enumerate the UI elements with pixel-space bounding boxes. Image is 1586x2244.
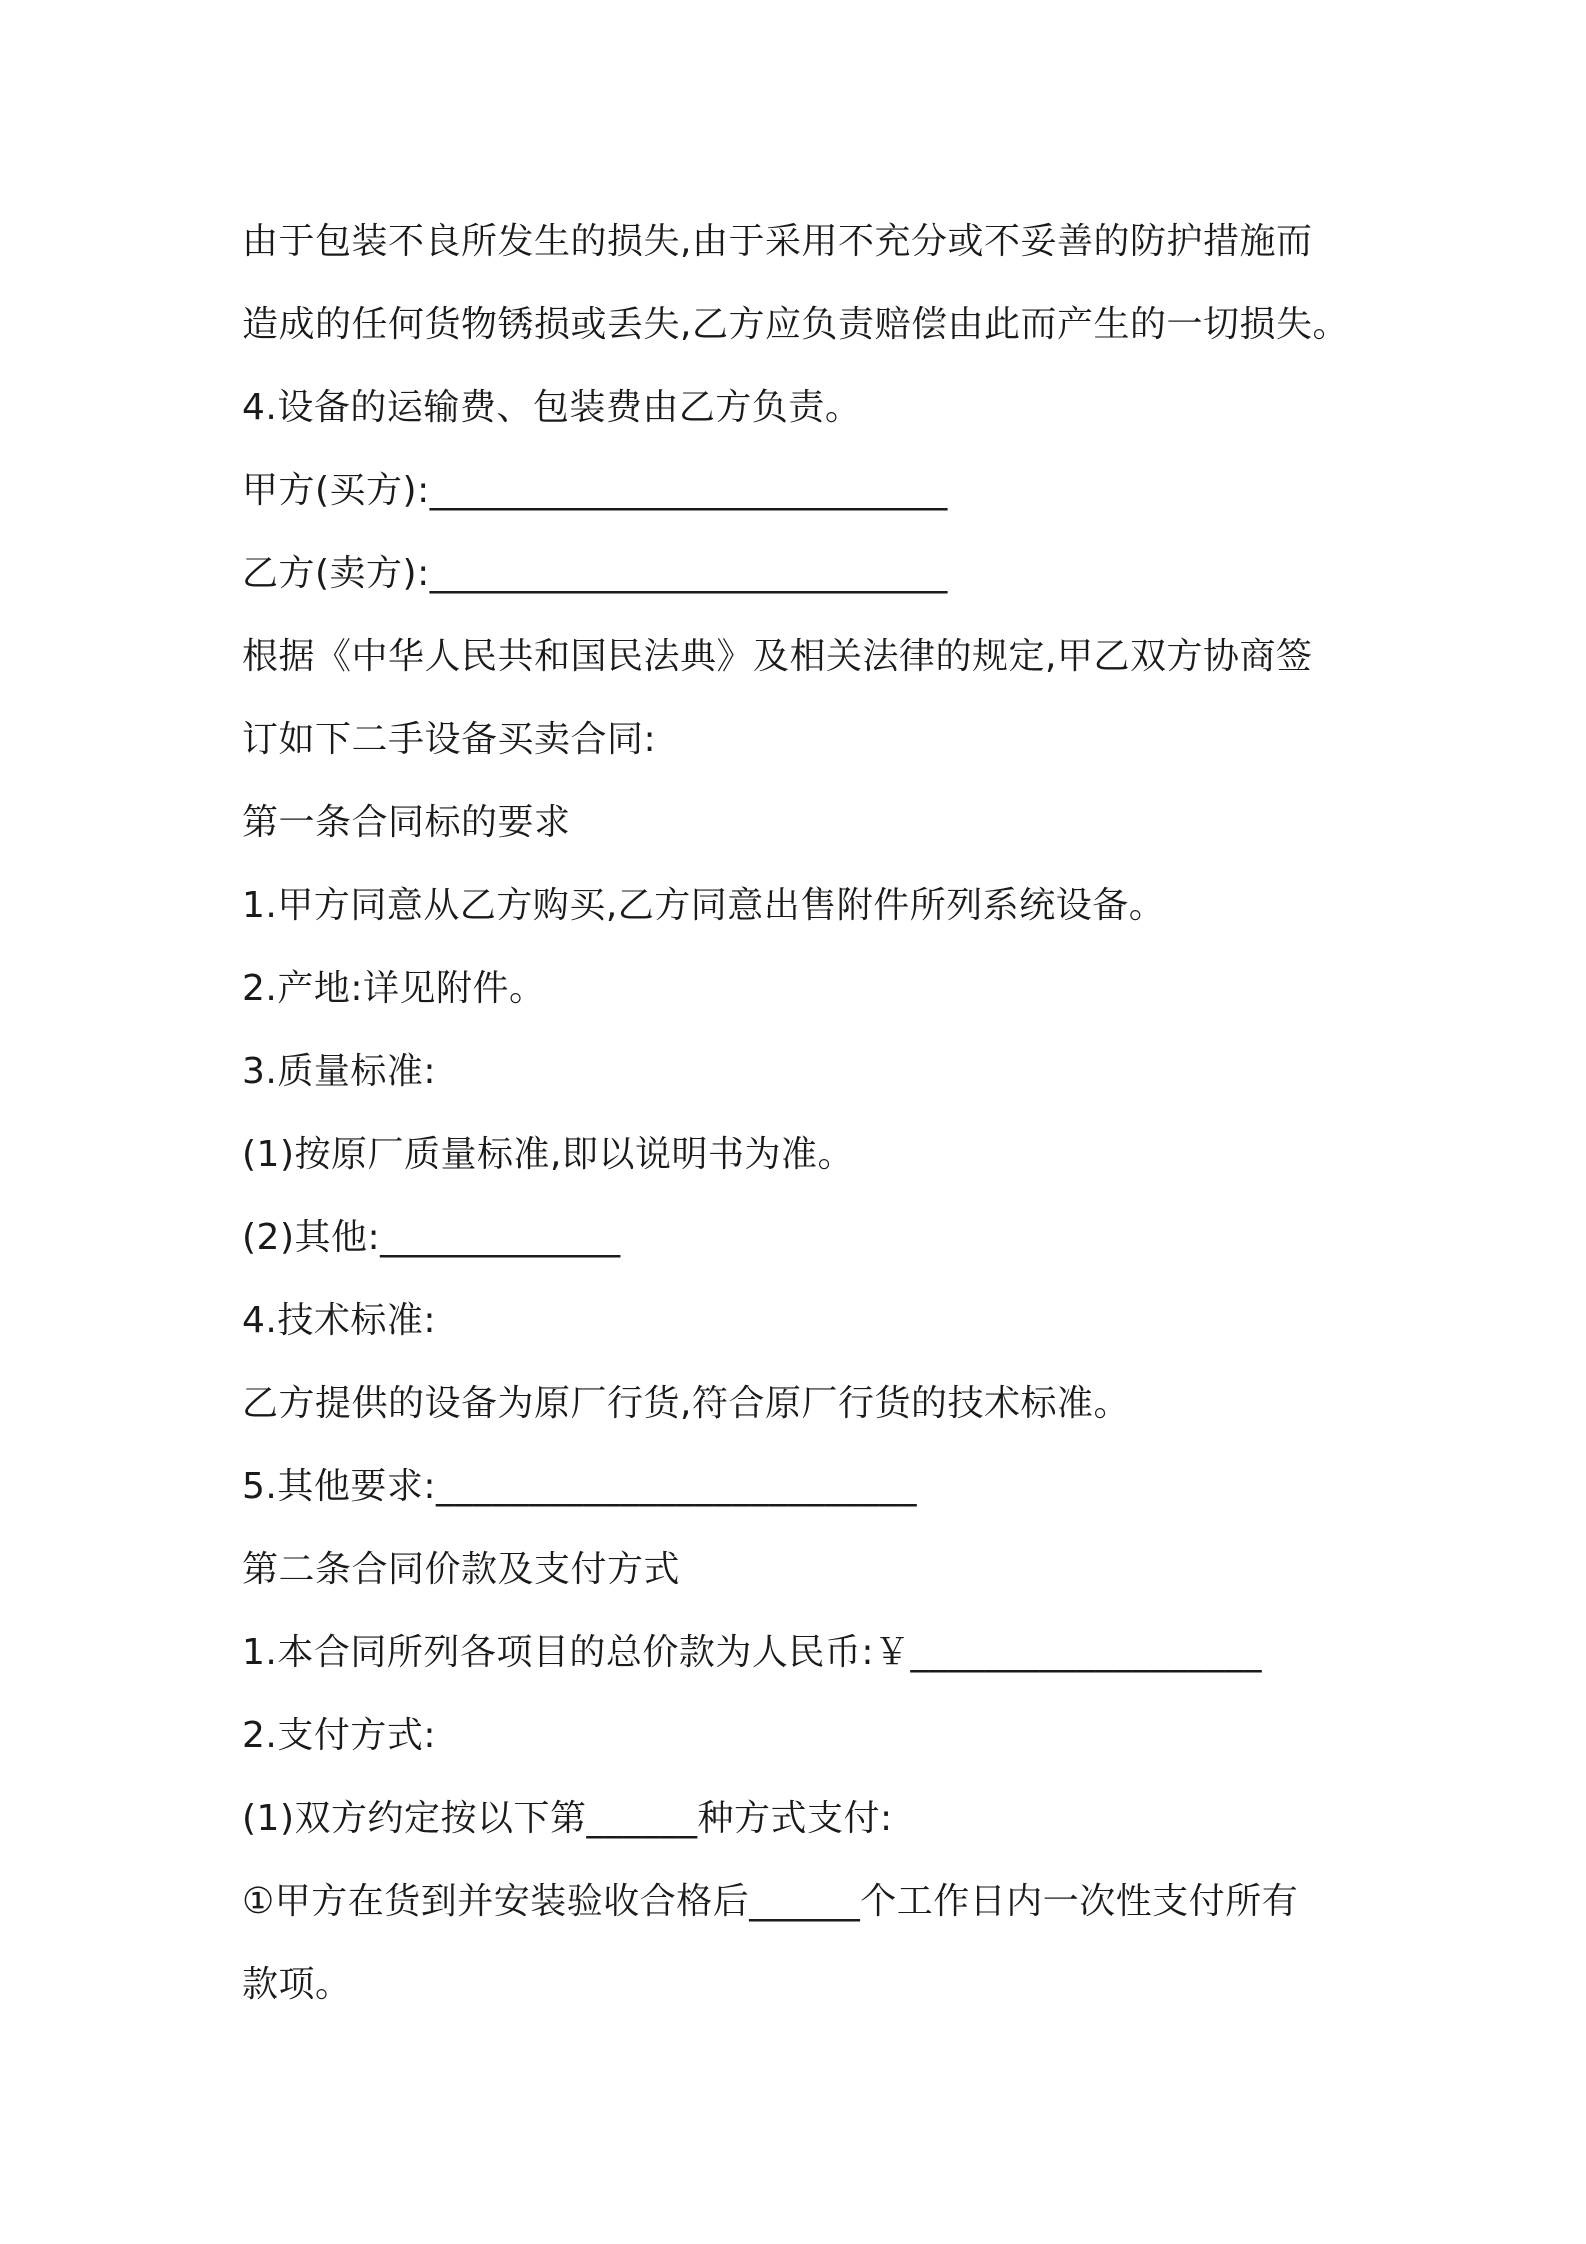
text-line-6: 根据《中华人民共和国民法典》及相关法律的规定,甲乙双方协商签 — [242, 636, 1313, 677]
article-1-heading: 第一条合同标的要求 — [242, 802, 571, 843]
text-line-15: 乙方提供的设备为原厂行货,符合原厂行货的技术标准。 — [242, 1383, 1130, 1424]
text-line-2: 造成的任何货物锈损或丢失,乙方应负责赔偿由此而产生的一切损失。 — [242, 304, 1349, 345]
text-line-16: 5.其他要求:__________________________ — [242, 1466, 917, 1507]
text-line-19: 2.支付方式: — [242, 1715, 436, 1756]
text-line-18: 1.本合同所列各项目的总价款为人民币:￥___________________ — [242, 1632, 1262, 1673]
text-line-22: 款项。 — [242, 1964, 352, 2005]
text-line-12: (1)按原厂质量标准,即以说明书为准。 — [242, 1134, 854, 1175]
text-line-7: 订如下二手设备买卖合同: — [242, 719, 657, 760]
buyer-signature-line: 甲方(买方):____________________________ — [242, 470, 948, 511]
text-line-1: 由于包装不良所发生的损失,由于采用不充分或不妥善的防护措施而 — [242, 221, 1313, 262]
article-2-heading: 第二条合同价款及支付方式 — [242, 1549, 681, 1590]
text-line-20: (1)双方约定按以下第______种方式支付: — [242, 1798, 893, 1839]
text-line-10: 2.产地:详见附件。 — [242, 968, 546, 1009]
text-line-9: 1.甲方同意从乙方购买,乙方同意出售附件所列系统设备。 — [242, 885, 1166, 926]
seller-signature-line: 乙方(卖方):____________________________ — [242, 553, 948, 594]
text-line-3: 4.设备的运输费、包装费由乙方负责。 — [242, 387, 862, 428]
text-line-14: 4.技术标准: — [242, 1300, 436, 1341]
text-line-13: (2)其他:_____________ — [242, 1217, 621, 1258]
text-line-11: 3.质量标准: — [242, 1051, 436, 1092]
document-body — [242, 200, 1362, 2026]
text-line-21: ①甲方在货到并安装验收合格后______个工作日内一次性支付所有 — [242, 1881, 1299, 1922]
